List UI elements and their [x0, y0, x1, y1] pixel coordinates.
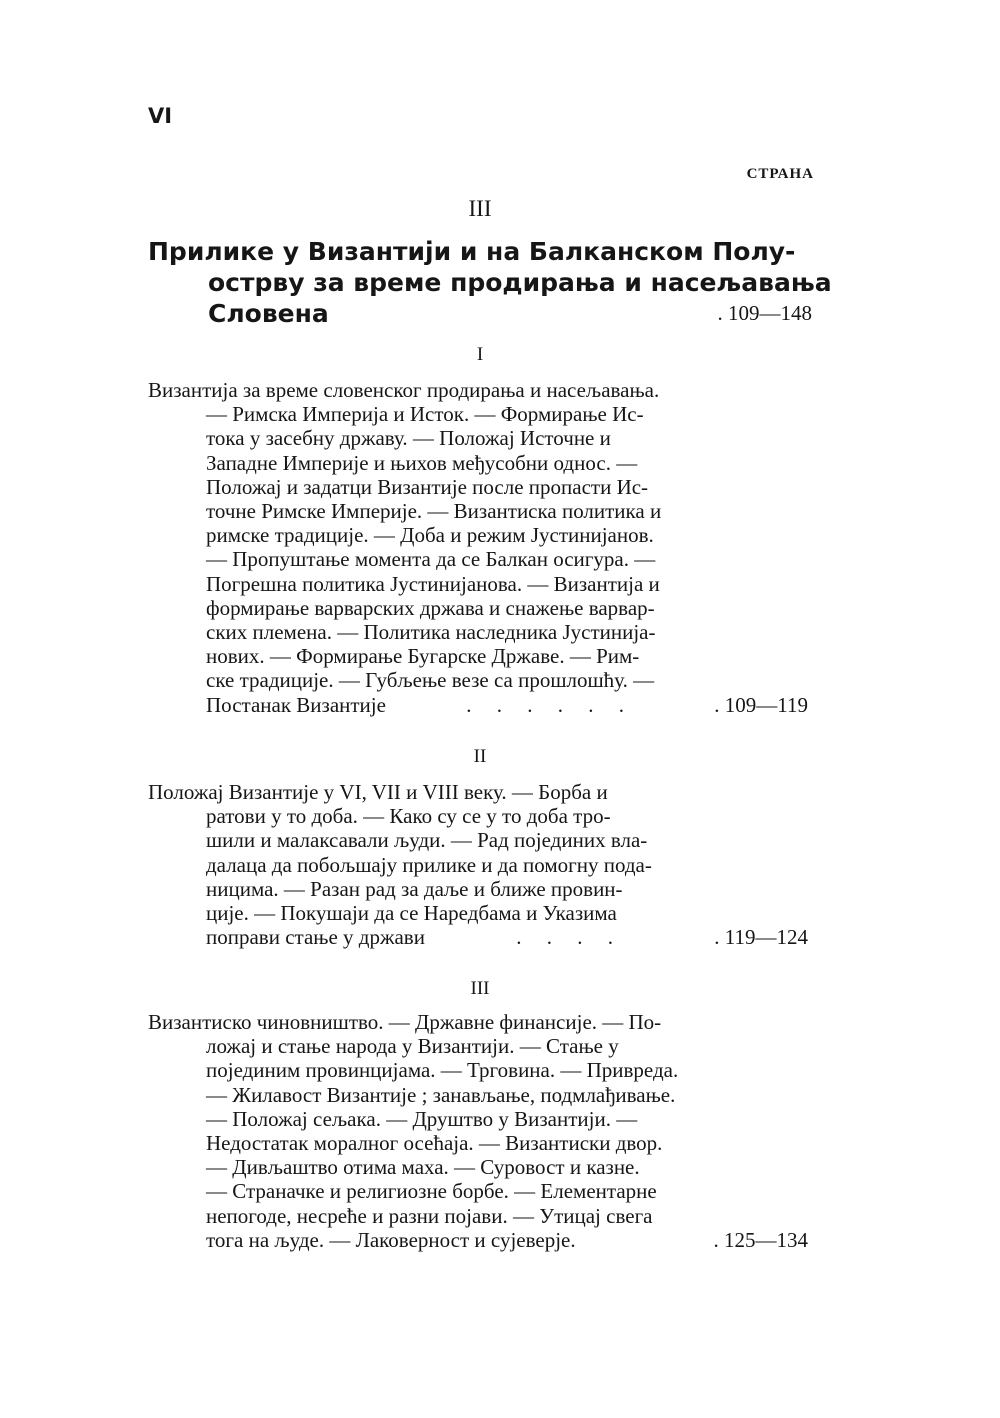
- toc-entry-text: појединим провинцијама. — Трговина. — Привреда.: [206, 1058, 679, 1083]
- toc-entry-line: [148, 1058, 808, 1082]
- toc-entry-text: — Дивљаштво отима маха. — Суровост и казне.: [206, 1155, 640, 1180]
- toc-entry-text: Погрешна политика Јустинијанова. — Византија и: [206, 571, 660, 596]
- toc-entry: [148, 378, 808, 717]
- toc-entry-text: непогоде, несреће и разни појави. — Утицај свега: [206, 1203, 653, 1228]
- toc-entry-line: [148, 475, 808, 499]
- dot-leader: . . . .: [516, 925, 623, 950]
- toc-entry-line: [148, 1131, 808, 1155]
- toc-entry-text: Постанак Византије: [206, 692, 386, 717]
- toc-entry-line: [148, 523, 808, 547]
- section-number: II: [473, 746, 487, 767]
- toc-entry-text: — Положај сељака. — Друштво у Византији. —: [206, 1106, 638, 1131]
- toc-entry-line: [148, 620, 808, 644]
- dot-leader: . . . . . .: [466, 692, 634, 717]
- toc-entry-text: — Римска Империја и Исток. — Формирање Ис-: [206, 402, 644, 427]
- section-number: III: [470, 978, 490, 999]
- toc-entry-text: точне Римске Империје. — Византиска политика и: [206, 499, 662, 524]
- toc-entry-text: формирање варварских држава и снажење варвар-: [206, 595, 655, 620]
- page-number: VI: [148, 104, 173, 128]
- toc-entry-line: [148, 853, 808, 877]
- toc-entry-line: [148, 1179, 808, 1203]
- toc-entry-last-line: [148, 1228, 808, 1252]
- toc-entry-line: [148, 1083, 808, 1107]
- toc-entry-line: [148, 1034, 808, 1058]
- toc-entry-text: ске традиције. — Губљење везе са прошлошћу. —: [206, 668, 655, 693]
- toc-entry-line: [148, 780, 808, 804]
- toc-entry-line: [148, 1010, 808, 1034]
- column-header-pages: СТРАНА: [746, 166, 814, 182]
- toc-entry-text: — Жилавост Византије ; занављање, подмлађивање.: [206, 1082, 676, 1107]
- toc-entry-text: — Страначке и религиозне борбе. — Елементарне: [206, 1179, 657, 1204]
- toc-entry-line: [148, 1204, 808, 1228]
- toc-entry-last-line: [148, 693, 808, 717]
- toc-entry-line: [148, 828, 808, 852]
- toc-entry-line: [148, 426, 808, 450]
- part-title-line: Прилике у Византији и на Балканском Полу-: [148, 237, 796, 266]
- toc-entry-text: римске традиције. — Доба и режим Јустинијанов.: [206, 523, 654, 548]
- toc-entry-text: ложај и стање народа у Византији. — Стање у: [206, 1034, 619, 1059]
- toc-entry-line: [148, 1107, 808, 1131]
- toc-entry-line: [148, 451, 808, 475]
- toc-entry-line: [148, 402, 808, 426]
- part-page-range: . 109—148: [717, 301, 812, 325]
- part-title: [148, 236, 832, 329]
- part-number: III: [468, 196, 492, 221]
- section-number: I: [476, 344, 484, 365]
- toc-entry-text: Положај Византије у VI, VII и VIII веку. — Борба и: [148, 780, 608, 804]
- toc-entry-page-range: . 119—124: [714, 925, 808, 950]
- toc-entry-text: Положај и задатци Византије после пропасти Ис-: [206, 474, 649, 499]
- toc-entry-text: далаца да побољшају прилике и да помогну пода-: [206, 852, 652, 877]
- toc-entry-text: тога на људе. — Лаковерност и сујеверје.: [206, 1227, 576, 1252]
- toc-entry-text: ских племена. — Политика наследника Јустинија-: [206, 620, 656, 645]
- toc-entry-page-range: . 109—119: [714, 692, 808, 717]
- toc-entry-text: ницима. — Разан рад за даље и ближе провин-: [206, 876, 623, 901]
- toc-entry-line: [148, 804, 808, 828]
- toc-entry-text: шили и малаксавали људи. — Рад појединих вла-: [206, 828, 648, 853]
- toc-entry-line: [148, 596, 808, 620]
- toc-entry-text: Византија за време словенског продирања и насељавања.: [148, 378, 660, 402]
- toc-entry-text: Западне Империје и њихов међусобни однос. —: [206, 450, 638, 475]
- part-title-text: Словена: [208, 299, 329, 328]
- toc-entry-last-line: [148, 925, 808, 949]
- part-title-line-last: [148, 298, 812, 329]
- toc-entry-line: [148, 644, 808, 668]
- toc-entry-text: Недостатак моралног осећаја. — Византиски двор.: [206, 1131, 663, 1156]
- toc-entry-text: — Пропуштање момента да се Балкан осигура. —: [206, 547, 656, 572]
- toc-entry: [148, 1010, 808, 1252]
- toc-entry-text: ције. — Покушаји да се Наредбама и Указима: [206, 901, 617, 926]
- toc-entry-text: нових. — Формирање Бугарске Државе. — Рим-: [206, 644, 640, 669]
- toc-entry-line: [148, 499, 808, 523]
- toc-entry-line: [148, 668, 808, 692]
- toc-entry-text: поправи стање у држави: [206, 925, 425, 950]
- toc-entry-line: [148, 1155, 808, 1179]
- toc-entry: [148, 780, 808, 949]
- toc-entry-text: Византиско чиновништво. — Државне финансије. — По-: [148, 1010, 662, 1034]
- toc-entry-line: [148, 901, 808, 925]
- toc-entry-line: [148, 572, 808, 596]
- toc-entry-text: ратови у то доба. — Како су се у то доба тро-: [206, 804, 611, 829]
- toc-entry-line: [148, 378, 808, 402]
- part-title-line: острву за време продирања и насељавања: [208, 268, 832, 297]
- toc-entry-text: тока у засебну државу. — Положај Источне и: [206, 426, 611, 451]
- toc-entry-page-range: . 125—134: [713, 1227, 808, 1252]
- toc-entry-line: [148, 547, 808, 571]
- toc-entry-line: [148, 877, 808, 901]
